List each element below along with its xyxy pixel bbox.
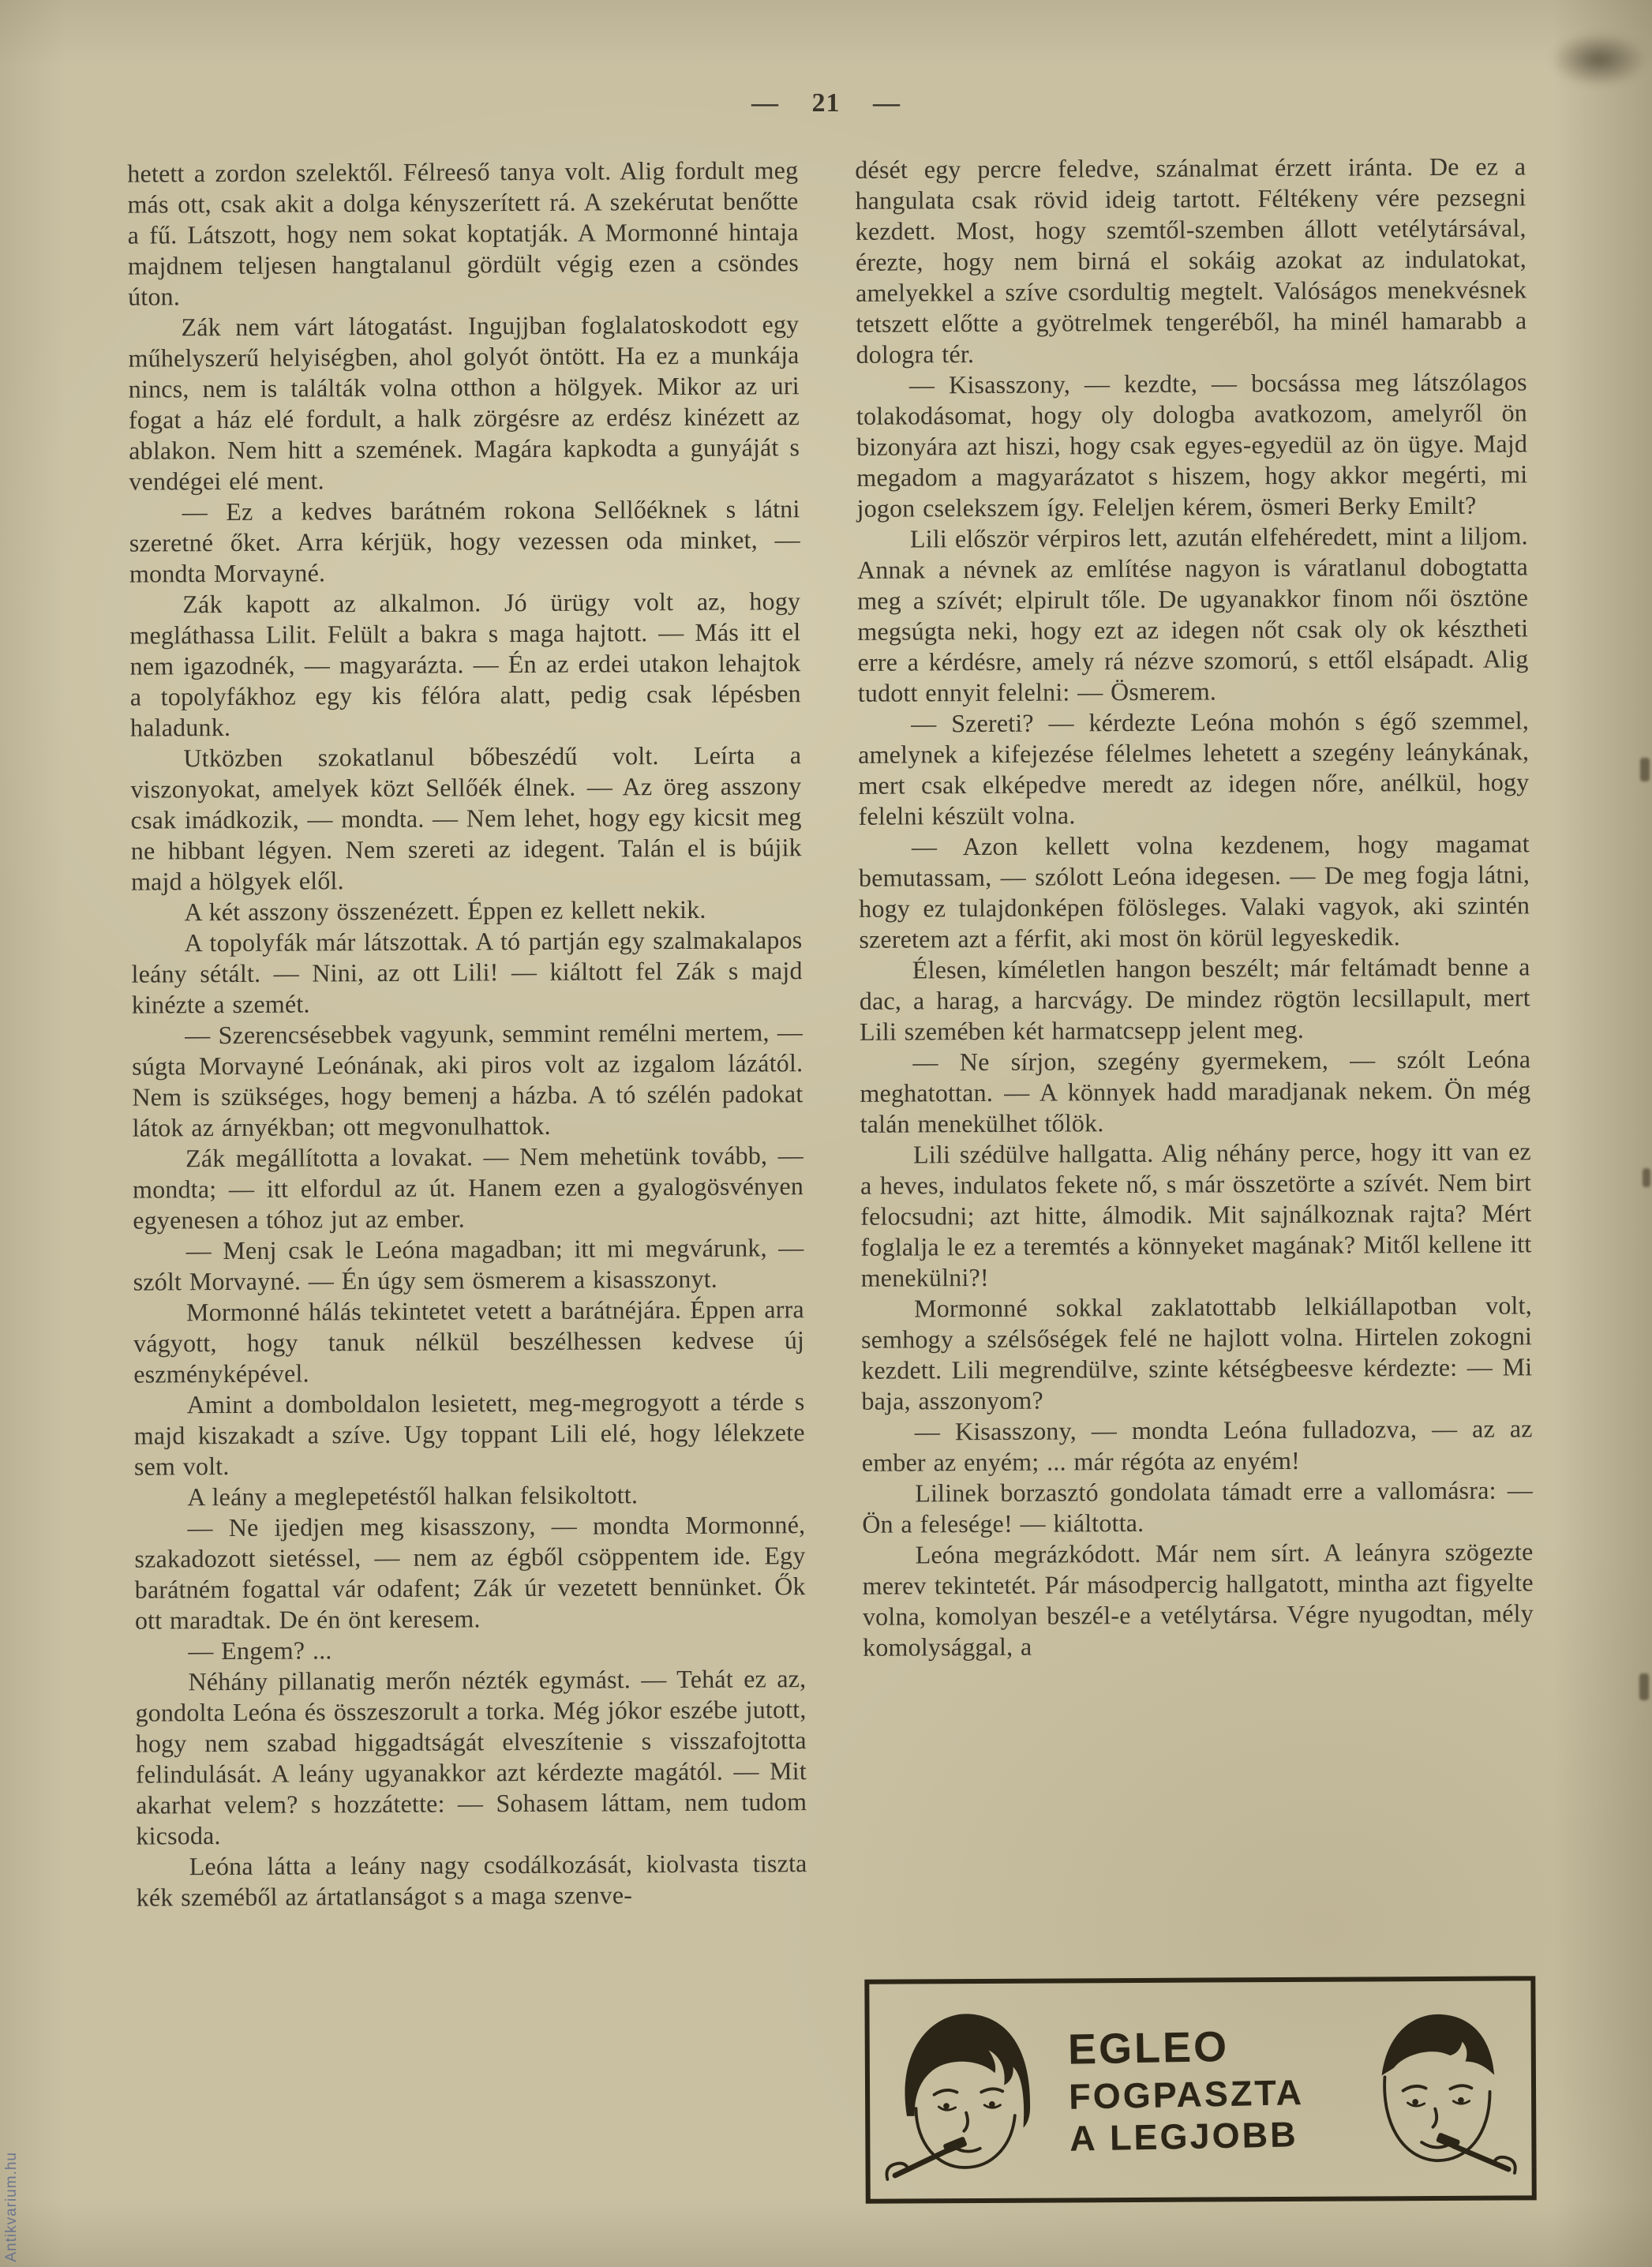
paragraph: Amint a domboldalon lesietett, meg-megrogyott a térde s majd kiszakadt a szíve. Ugy toppant Lili elé, hogy lélekzete sem volt. [133,1387,805,1481]
watermark: Antikvarium.hu [3,2152,20,2262]
ad-product: FOGPASZTA [1068,2071,1305,2117]
paragraph: Zák megállította a lovakat. — Nem mehetünk tovább, — mondta; — itt elfordul az út. Hanem ezen a gyalogösvényen egyenesen a tóhoz jut az ember. [132,1141,804,1235]
paragraph: Leóna megrázkódott. Már nem sírt. A leányra szögezte merev tekintetét. Pár másodpercig hallgatott, mintha azt figyelte volna, komolyan beszél-e a vetélytársa. Végre nyugodtan, mély komolysággal, a [862,1537,1534,1662]
paragraph: Néhány pillanatig merőn nézték egymást. — Tehát ez az, gondolta Leóna és összeszorult a torka. Még jókor eszébe jutott, hogy nem szabad higgadtságát elveszítenie s visszafojtotta felindulását. A leány ugyanakkor azt kérdezte magától. — Mit akarhat velem? s hozzátette: — Sohasem láttam, nem tudom kicsoda. [135,1664,807,1850]
girl-brushing-teeth-illustration [880,2001,1048,2182]
scan-artifact [1532,22,1652,97]
paragraph: Mormonné sokkal zaklatottabb lelkiállapotban volt, semhogy a szélsőségek felé ne hajlott volna. Hirtelen zokogni kezdett. Lili megrendülve, szinte kétségbeesve kérdezte: — Mi baja, asszonyom? [860,1291,1533,1415]
paragraph: Zák kapott az alkalmon. Jó ürügy volt az, hogy megláthassa Lilit. Felült a bakra s maga hajtott. — Más itt el nem igazodnék, — magyarázta. — Én az erdei utakon lehajtok a topolyfákhoz egy kis félóra alatt, pedig csak lépésben haladunk. [129,586,801,742]
scan-artifact [1643,1168,1650,1187]
toothpaste-ad [864,1976,1536,2203]
paragraph: — Ne sírjon, szegény gyermekem, — szólt Leóna meghatottan. — A könnyek hadd maradjanak nekem. Ön még talán menekülhet tőlök. [860,1044,1531,1138]
paragraph: — Kisasszony, — mondta Leóna fulladozva, — az az ember az enyém; ... már régóta az enyém! [861,1414,1533,1477]
paragraph: A leány a meglepetéstől halkan felsikoltott. [187,1480,639,1512]
page-number: 21 [811,88,841,118]
paragraph: Lilinek borzasztó gondolata támadt erre a vallomásra: — Ön a felesége! — kiáltotta. [862,1475,1534,1538]
paragraph: dését egy percre feledve, szánalmat érzett iránta. De ez a hangulata csak rövid ideig tartott. Féltékeny vére pezsegni kezdett. Most, hogy szemtől-szemben állott vetélytársával, érezte, hogy nem birná el sokáig azokat az indulatokat, amelyekkel a szíve csordultig megtelt. Valóságos menekvésnek tetszett előtte a gyötrelmek tengeréből, ha minél hamarabb a dologra tér. [855,152,1527,369]
paragraph: A topolyfák már látszottak. A tó partján egy szalmakalapos leány sétált. — Nini, az ott Lili! — kiáltott fel Zák s majd kinézte a szemét. [131,925,803,1019]
paragraph: Lili először vérpiros lett, azután elfehéredett, mint a liljom. Annak a névnek az említése nagyon is váratlanul dobogtatta meg a szívét; elpirult tőle. De ugyanakkor finom női ösztöne megsúgta neki, hogy ezt az idegen nőt csak oly ok késztheti erre a kérdésre, amely rá nézve szomorú, s ettől elsápadt. Alig tudott ennyit felelni: — Ösmerem. [856,521,1529,707]
paragraph: Utközben szokatlanul bőbeszédű volt. Leírta a viszonyokat, amelyek közt Sellőék élnek. — Az öreg asszony csak imádkozik, — mondta. — Nem lehet, hogy egy kicsit meg ne hibbant légyen. Nem szereti az idegent. Talán el is bújik majd a hölgyek elől. [130,740,802,896]
paragraph: — Szereti? — kérdezte Leóna mohón s égő szemmel, amelynek a kifejezése félelmes lehetett a szegény leánykának, mert csak elképedve meredt az idegen nőre, anélkül, hogy felelni készült volna. [858,706,1530,830]
left-column [127,155,809,2207]
ad-slogan: A LEGJOBB [1069,2114,1298,2159]
paragraph: — Menj csak le Leóna magadban; itt mi megvárunk, — szólt Morvayné. — Én úgy sem ösmerem a kisasszonyt. [133,1233,804,1296]
right-column-text [855,151,1534,1662]
page-number-dash-right: — [873,88,901,118]
boy-brushing-teeth-illustration [1352,1998,1520,2179]
scan-artifact [1639,1673,1649,1700]
page-number-dash-left: — [751,88,779,118]
ad-text [1047,2020,1354,2160]
paragraph: — Ez a kedves barátném rokona Sellőéknek s látni szeretné őket. Arra kérjük, hogy vezessen oda minket, — mondta Morvayné. [129,494,800,588]
scan-artifact [1640,758,1650,781]
paragraph: Lili szédülve hallgatta. Alig néhány perce, hogy itt van ez a heves, indulatos fekete nő, s már összetörte a szívét. Nem birt felocsudni; azt hitte, álmodik. Mit sajnálkoznak rajta? Mért foglalja le ez a teremtés a könnyeket magának? Mitől kellene itt menekülni?! [860,1137,1532,1292]
paragraph: A két asszony összenézett. Éppen ez kellett nekik. [184,894,706,927]
paragraph: — Engem? ... [188,1636,332,1666]
paragraph: — Kisasszony, — kezdte, — bocsássa meg látszólagos tolakodásomat, hogy oly dologba avatkozom, amelyről ön bizonyára azt hiszi, hogy csak egyes-egyedül az ön ügye. Majd megadom a magyarázatot s hiszem, hogy akkor megérti, mi jogon cselekszem így. Feleljen kérem, ösmeri Berky Emilt? [856,367,1528,523]
page-header [0,88,1652,118]
paragraph: — Ne ijedjen meg kisasszony, — mondta Mormonné, szakadozott sietéssel, — nem az égből csöppentem ide. Egy barátném fogattal vár odafent; Zák úr vezetett bennünket. Ők ott maradtak. De én önt keresem. [134,1510,806,1635]
paragraph: Leóna látta a leány nagy csodálkozását, kiolvasta tiszta kék szeméből az ártatlanságot s a maga szenve- [136,1849,807,1912]
paragraph: Zák nem várt látogatást. Ingujjban foglalatoskodott egy műhelyszerű helyiségben, ahol golyót öntött. Ha ez a munkája nincs, nem is találták volna otthon a hölgyek. Mikor az uri fogat a ház elé fordult, a halk zörgésre az erdész kinézett az ablakon. Nem hitt a szemének. Magára kapkodta a gunyáját s vendégei elé ment. [128,309,800,496]
paragraph: — Azon kellett volna kezdenem, hogy magamat bemutassam, — szólott Leóna idegesen. — De meg fogja látni, hogy ez tulajdonképen fölösleges. Valaki vagyok, aki szintén szeretem azt a férfit, aki most ön körül legyeskedik. [858,829,1530,954]
ad-brand: EGLEO [1067,2022,1230,2074]
two-column-text [127,151,1537,2207]
right-column [855,151,1537,2203]
paragraph: Élesen, kíméletlen hangon beszélt; már feltámadt benne a dac, a harag, a harcvágy. De mindez rögtön lecsillapult, mert Lili szemében két harmatcsepp jelent meg. [859,952,1530,1046]
paragraph: — Szerencsésebbek vagyunk, semmint remélni mertem, — súgta Morvayné Leónának, aki piros volt az izgalom lázától. Nem is szükséges, hogy bemenj a házba. A tó szélén padokat látok az árnyékban; ott megvonulhattok. [132,1017,804,1142]
paragraph: Mormonné hálás tekintetet vetett a barátnéjára. Éppen arra vágyott, hogy tanuk nélkül beszélhessen kedvese új eszményképével. [133,1295,805,1388]
paragraph: hetett a zordon szelektől. Félreeső tanya volt. Alig fordult meg más ott, csak akit a dolga kényszerített rá. A szekérutat benőtte a fű. Látszott, hogy nem sokat koptatják. A Mormonné hintaja majdnem teljesen hangtalanul gördült végig ezen a csöndes úton. [127,156,800,311]
